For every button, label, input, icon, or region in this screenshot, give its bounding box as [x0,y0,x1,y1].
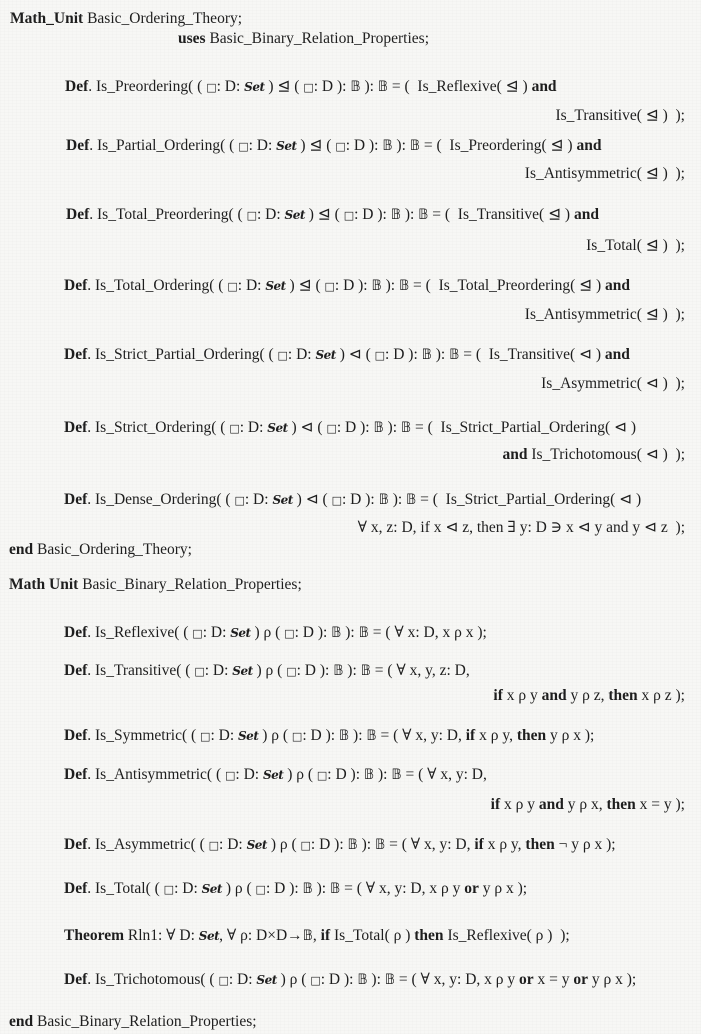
def-is-antisymmetric-cont: if x ρ y and y ρ x, then x = y ); [490,796,685,813]
def-is-strict-ordering-cont: and Is_Trichotomous( ⊲ ) ); [502,446,685,463]
def-is-strict-partial-ordering-cont: Is_Asymmetric( ⊲ ) ); [541,375,685,392]
uses-clause [178,30,429,48]
unit2-end: end Basic_Binary_Relation_Properties; [9,1013,257,1030]
def-is-preordering: Def. Is_Preordering( ( □: D: Set ) ⊴ ( □: D ): 𝔹 ): 𝔹 = ( Is_Reflexive( ⊴ ) and [65,78,557,95]
def-is-partial-ordering-cont: Is_Antisymmetric( ⊴ ) ); [524,165,685,182]
def-is-antisymmetric: Def. Is_Antisymmetric( ( □: D: Set ) ρ ( □: D ): 𝔹 ): 𝔹 = ( ∀ x, y: D, [64,766,487,783]
def-is-partial-ordering: Def. Is_Partial_Ordering( ( □: D: Set ) ⊴ ( □: D ): 𝔹 ): 𝔹 = ( Is_Preordering( ⊴ ) and [66,137,602,154]
unit-end: end Basic_Ordering_Theory; [9,541,192,558]
def-is-total-preordering-cont: Is_Total( ⊴ ) ); [586,237,685,254]
def-is-total-preordering: Def. Is_Total_Preordering( ( □: D: Set ) ⊴ ( □: D ): 𝔹 ): 𝔹 = ( Is_Transitive( ⊴ ) and [66,206,599,223]
def-is-asymmetric: Def. Is_Asymmetric( ( □: D: Set ) ρ ( □: D ): 𝔹 ): 𝔹 = ( ∀ x, y: D, if x ρ y, then ¬ y ρ x ); [64,836,616,853]
def-is-transitive: Def. Is_Transitive( ( □: D: Set ) ρ ( □: D ): 𝔹 ): 𝔹 = ( ∀ x, y, z: D, [64,662,470,679]
def-is-strict-partial-ordering: Def. Is_Strict_Partial_Ordering( ( □: D: Set ) ⊲ ( □: D ): 𝔹 ): 𝔹 = ( Is_Transitive( ⊲ ) and [64,346,630,363]
unit-header [10,10,242,28]
def-is-symmetric: Def. Is_Symmetric( ( □: D: Set ) ρ ( □: D ): 𝔹 ): 𝔹 = ( ∀ x, y: D, if x ρ y, then y ρ x ); [64,727,595,744]
def-is-total-ordering-cont: Is_Antisymmetric( ⊴ ) ); [524,306,685,323]
uses-name: Basic_Binary_Relation_Properties; [209,30,429,47]
keyword-uses: uses [178,30,206,47]
theorem-rln1: Theorem Rln1: ∀ D: Set, ∀ ρ: D×D→𝔹, if Is_Total( ρ ) then Is_Reflexive( ρ ) ); [64,927,570,944]
def-is-transitive-cont: if x ρ y and y ρ z, then x ρ z ); [493,687,685,704]
def-is-preordering-cont: Is_Transitive( ⊴ ) ); [555,107,685,124]
def-is-trichotomous: Def. Is_Trichotomous( ( □: D: Set ) ρ ( □: D ): 𝔹 ): 𝔹 = ( ∀ x, y: D, x ρ y or x = y or y ρ x ); [64,971,637,988]
def-is-reflexive: Def. Is_Reflexive( ( □: D: Set ) ρ ( □: D ): 𝔹 ): 𝔹 = ( ∀ x: D, x ρ x ); [64,624,487,641]
def-is-total-ordering: Def. Is_Total_Ordering( ( □: D: Set ) ⊴ ( □: D ): 𝔹 ): 𝔹 = ( Is_Total_Preordering( ⊴ ) and [64,277,631,294]
unit-name: Basic_Ordering_Theory; [87,10,243,27]
def-is-dense-ordering: Def. Is_Dense_Ordering( ( □: D: Set ) ⊲ ( □: D ): 𝔹 ): 𝔹 = ( Is_Strict_Partial_Ordering( ⊲ ) [64,491,642,508]
def-is-dense-ordering-cont: ∀ x, z: D, if x ⊲ z, then ∃ y: D ∋ x ⊲ y and y ⊲ z ); [357,519,685,536]
def-is-total: Def. Is_Total( ( □: D: Set ) ρ ( □: D ): 𝔹 ): 𝔹 = ( ∀ x, y: D, x ρ y or y ρ x ); [64,880,528,897]
keyword-math-unit: Math_Unit [10,10,84,27]
def-is-strict-ordering: Def. Is_Strict_Ordering( ( □: D: Set ) ⊲ ( □: D ): 𝔹 ): 𝔹 = ( Is_Strict_Partial_Ordering( ⊲ ) [64,419,637,436]
unit2-header: Math Unit Basic_Binary_Relation_Properties; [9,576,302,593]
